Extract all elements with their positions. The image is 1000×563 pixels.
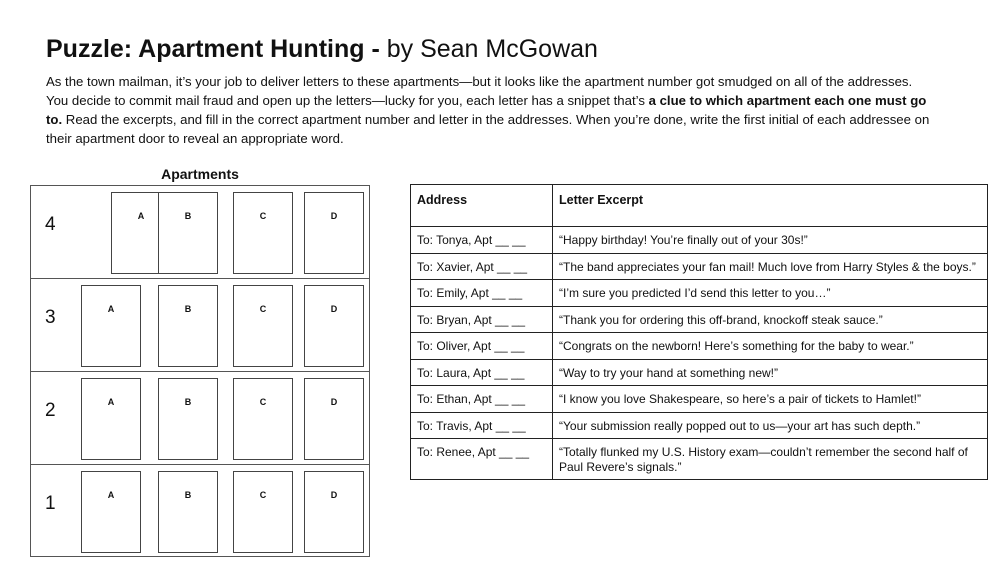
intro-text-1: As the town mailman, it’s your job to deliver letters to these apartments—but it looks like the apartment number got smudged on all of the addresses. You decide to commit mail fraud and open up the letters—lucky for you, each letter has a snippet that’s xyxy=(46,74,913,108)
title-author: by Sean McGowan xyxy=(379,35,598,63)
excerpt-cell: “Thank you for ordering this off-brand, knockoff steak sauce.” xyxy=(553,306,988,333)
door-label: B xyxy=(184,397,192,407)
intro-text-bold: a clue to which apartment each one must go to. xyxy=(46,93,927,127)
floor-number: 3 xyxy=(45,307,56,328)
title-bold: Puzzle: Apartment Hunting - xyxy=(46,35,380,63)
address-cell[interactable]: To: Emily, Apt __ __ xyxy=(411,280,553,307)
apartment-door-3b[interactable] xyxy=(158,285,218,367)
door-label: A xyxy=(107,304,115,314)
door-label: D xyxy=(330,211,338,221)
floor-number: 1 xyxy=(45,493,56,514)
door-label: D xyxy=(330,397,338,407)
apartment-door-2d[interactable] xyxy=(304,378,364,460)
door-label: B xyxy=(184,490,192,500)
excerpt-cell: “I know you love Shakespeare, so here’s a pair of tickets to Hamlet!” xyxy=(553,386,988,413)
address-cell[interactable]: To: Laura, Apt __ __ xyxy=(411,359,553,386)
table-header-row xyxy=(411,185,988,227)
intro-paragraph xyxy=(46,72,936,148)
apartment-door-3d[interactable] xyxy=(304,285,364,367)
table-row xyxy=(411,359,988,386)
floor-1 xyxy=(31,465,369,557)
address-cell[interactable]: To: Oliver, Apt __ __ xyxy=(411,333,553,360)
excerpt-cell: “The band appreciates your fan mail! Much love from Harry Styles & the boys.” xyxy=(553,253,988,280)
floor-3 xyxy=(31,279,369,372)
intro-text-2: Read the excerpts, and fill in the correct apartment number and letter in the addresses. When you’re done, write the first initial of each addressee on their apartment door to reveal an appropriate word. xyxy=(46,112,930,146)
door-label: A xyxy=(107,490,115,500)
excerpt-cell: “I’m sure you predicted I’d send this letter to you…” xyxy=(553,280,988,307)
apartment-door-4c[interactable] xyxy=(233,192,293,274)
letters-table xyxy=(410,184,988,480)
apartment-door-2a[interactable] xyxy=(81,378,141,460)
apartment-door-3c[interactable] xyxy=(233,285,293,367)
door-label: C xyxy=(259,304,267,314)
apartments-heading: Apartments xyxy=(161,166,239,182)
table-row xyxy=(411,439,988,480)
apartment-door-1b[interactable] xyxy=(158,471,218,553)
table-row xyxy=(411,253,988,280)
address-cell[interactable]: To: Ethan, Apt __ __ xyxy=(411,386,553,413)
floor-2 xyxy=(31,372,369,465)
table-row xyxy=(411,333,988,360)
door-label: D xyxy=(330,490,338,500)
address-cell[interactable]: To: Renee, Apt __ __ xyxy=(411,439,553,480)
address-cell[interactable]: To: Bryan, Apt __ __ xyxy=(411,306,553,333)
floor-number: 4 xyxy=(45,214,56,235)
door-label: D xyxy=(330,304,338,314)
door-label: B xyxy=(184,304,192,314)
apartment-building xyxy=(30,185,370,557)
table-row xyxy=(411,280,988,307)
address-cell[interactable]: To: Xavier, Apt __ __ xyxy=(411,253,553,280)
apartment-door-4b[interactable] xyxy=(158,192,218,274)
apartment-door-2c[interactable] xyxy=(233,378,293,460)
table-row xyxy=(411,306,988,333)
excerpt-column-header: Letter Excerpt xyxy=(553,185,988,227)
apartment-door-1a[interactable] xyxy=(81,471,141,553)
excerpt-cell: “Totally flunked my U.S. History exam—couldn’t remember the second half of Paul Revere’s signals.” xyxy=(553,439,988,480)
address-cell[interactable]: To: Tonya, Apt __ __ xyxy=(411,227,553,254)
excerpt-cell: “Your submission really popped out to us—your art has such depth.” xyxy=(553,412,988,439)
excerpt-cell: “Congrats on the newborn! Here’s something for the baby to wear.” xyxy=(553,333,988,360)
excerpt-cell: “Happy birthday! You’re finally out of your 30s!” xyxy=(553,227,988,254)
excerpt-cell: “Way to try your hand at something new!” xyxy=(553,359,988,386)
apartment-door-4d[interactable] xyxy=(304,192,364,274)
floor-number: 2 xyxy=(45,400,56,421)
page-title xyxy=(46,34,598,64)
table-row xyxy=(411,227,988,254)
apartment-door-3a[interactable] xyxy=(81,285,141,367)
address-column-header: Address xyxy=(411,185,553,227)
door-label: A xyxy=(107,397,115,407)
apartment-door-2b[interactable] xyxy=(158,378,218,460)
door-label: C xyxy=(259,490,267,500)
table-row xyxy=(411,412,988,439)
apartment-door-1c[interactable] xyxy=(233,471,293,553)
address-cell[interactable]: To: Travis, Apt __ __ xyxy=(411,412,553,439)
table-row xyxy=(411,386,988,413)
door-label: C xyxy=(259,211,267,221)
door-label: A xyxy=(137,211,145,221)
floor-4 xyxy=(31,186,369,279)
door-label: C xyxy=(259,397,267,407)
door-label: B xyxy=(184,211,192,221)
apartment-door-1d[interactable] xyxy=(304,471,364,553)
